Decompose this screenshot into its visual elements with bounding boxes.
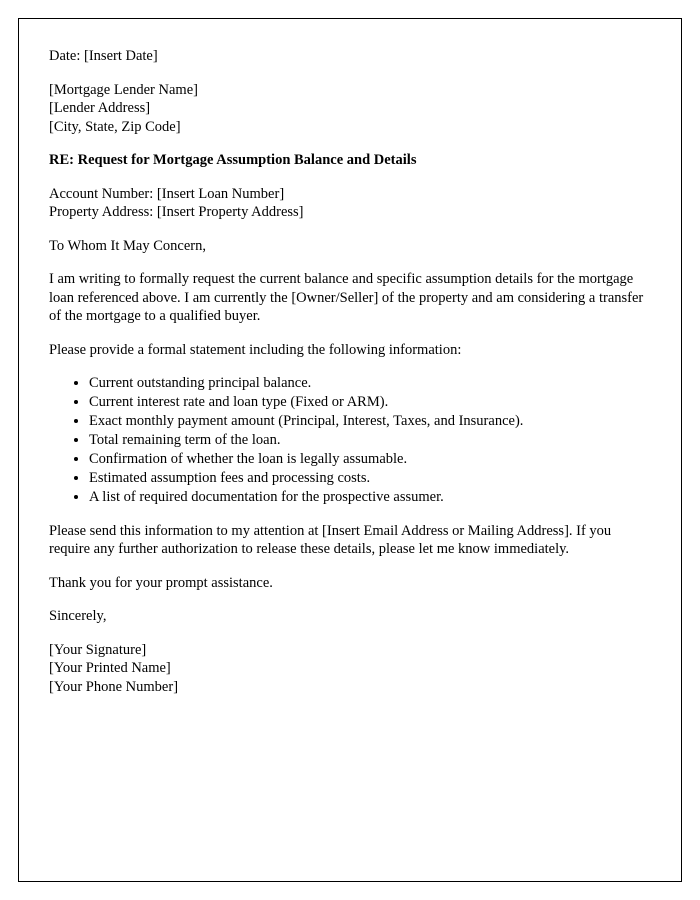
signature-line: [Your Signature]: [49, 641, 147, 658]
reference-block: [49, 185, 651, 222]
closing-line: Sincerely,: [49, 608, 107, 624]
bullet-item: • A list of required documentation for the prospective assumer.: [89, 488, 651, 507]
request-paragraph: Please provide a formal statement including the following information:: [49, 341, 462, 358]
account-number-line: Account Number: [Insert Loan Number]: [49, 185, 285, 202]
lender-address-line: [Lender Address]: [49, 100, 151, 116]
letter-page: [18, 18, 682, 882]
phone-number-line: [Your Phone Number]: [49, 678, 179, 695]
lender-name-line: [Mortgage Lender Name]: [49, 81, 198, 98]
bullet-item: • Current interest rate and loan type (Fixed or ARM).: [89, 393, 651, 412]
lender-city-line: [City, State, Zip Code]: [49, 118, 181, 135]
bullet-item: • Exact monthly payment amount (Principal, Interest, Taxes, and Insurance).: [89, 412, 651, 431]
bullet-item: • Confirmation of whether the loan is legally assumable.: [89, 450, 651, 469]
bullet-item: • Estimated assumption fees and processing costs.: [89, 469, 651, 488]
bullet-item: • Total remaining term of the loan.: [89, 431, 651, 450]
signature-block: [49, 641, 651, 697]
bullet-item: • Current outstanding principal balance.: [89, 374, 651, 393]
request-bullet-list: [49, 374, 651, 507]
subject-line: RE: Request for Mortgage Assumption Balance and Details: [49, 152, 417, 168]
printed-name-line: [Your Printed Name]: [49, 660, 171, 676]
thanks-paragraph: Thank you for your prompt assistance.: [49, 574, 273, 591]
date-line: Date: [Insert Date]: [49, 48, 158, 64]
intro-paragraph: I am writing to formally request the current balance and specific assumption details for the mortgage loan referenced above. I am currently the [Owner/Seller] of the property and am considering a transfer of the mortgage to a qualified buyer.: [49, 271, 644, 324]
salutation: To Whom It May Concern,: [49, 237, 206, 254]
property-address-line: Property Address: [Insert Property Address]: [49, 204, 304, 220]
send-paragraph: Please send this information to my attention at [Insert Email Address or Mailing Address]. If you require any further authorization to release these details, please let me know immediately.: [49, 522, 612, 557]
lender-address-block: [49, 81, 651, 137]
